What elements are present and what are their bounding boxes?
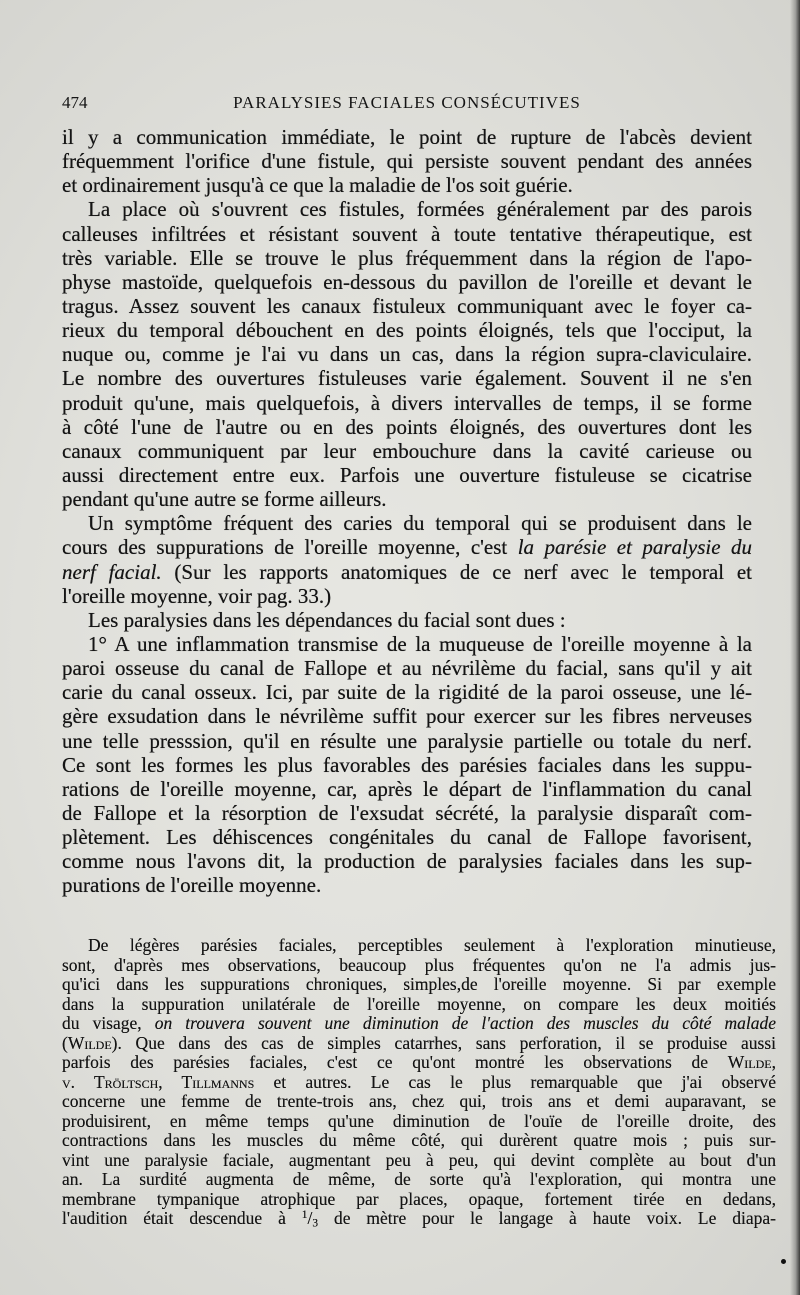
footnote-line	[62, 1073, 776, 1093]
body-line: de Fallope et la résorption de l'exsudat sécrété, la paralysie disparaît com-	[62, 800, 752, 825]
footnote-text: de mètre pour le langage à haute voix. Le diapa-	[318, 1208, 776, 1228]
footnote-line: membrane tympanique atrophique par places, opaque, fortement tirée en dedans,	[62, 1188, 776, 1209]
body-text: cours des suppurations de l'oreille moyenne, c'est	[62, 535, 518, 560]
body-line: La place où s'ouvrent ces fistules, formées généralement par des parois	[88, 197, 752, 222]
footnote-text: et autres. Le cas le plus remarquable que j'ai observé	[254, 1071, 776, 1092]
body-text: (Sur les rapports anatomiques de ce nerf avec le temporal et	[161, 559, 752, 584]
body-line: purations de l'oreille moyenne.	[62, 873, 322, 898]
body-line: carie du canal osseux. Ici, par suite de la rigidité de la paroi osseuse, une lé-	[62, 680, 752, 705]
footnote-line	[62, 1034, 776, 1054]
body-line: très variable. Elle se trouve le plus fréquemment dans la région de l'apo-	[62, 245, 752, 270]
body-line	[62, 560, 752, 584]
author-names: v. Tröltsch, Tillmanns	[62, 1071, 255, 1092]
body-line: Un symptôme fréquent des caries du temporal qui se produisent dans le	[88, 511, 752, 536]
body-line: paroi osseuse du canal de Fallope et au névrilème du facial, sans qu'il y ait	[62, 656, 752, 681]
body-line: produit qu'une, mais quelquefois, à divers intervalles de temps, il se forme	[62, 390, 752, 415]
footnote-line: produisirent, en même temps qu'une diminution de l'ouïe de l'oreille droite, des	[62, 1110, 776, 1131]
footnote-line	[62, 1209, 776, 1229]
body-line: Le nombre des ouvertures fistuleuses varie également. Souvent il ne s'en	[62, 366, 752, 391]
body-line: comme nous l'avons dit, la production de paralysies faciales dans les sup-	[62, 849, 752, 874]
fraction-slash: /	[307, 1208, 313, 1228]
footnote-line: De légères parésies faciales, perceptibles seulement à l'exploration minutieuse,	[88, 935, 776, 955]
footnote-line: qu'ici dans les suppurations chroniques, simples,de l'oreille moyenne. Si par exemple	[62, 974, 776, 994]
body-line: une telle presssion, qu'il en résulte une paralysie partielle ou totale du nerf.	[62, 728, 752, 753]
footnote-line: an. La surdité augmenta de même, de sorte qu'à l'exploration, qui montra une	[62, 1169, 776, 1189]
footnote-line: concerne une femme de trente-trois ans, chez qui, trois ans et demi auparavant, se	[62, 1091, 776, 1111]
footnote-line	[62, 1053, 776, 1073]
author-name: Wilde	[67, 1032, 112, 1053]
fraction-numerator: 1	[301, 1208, 308, 1221]
footnote-text: (	[62, 1032, 68, 1053]
body-line: il y a communication immédiate, le point de rupture de l'abcès devient	[62, 125, 752, 149]
body-line: et ordinairement jusqu'à ce que la maladie de l'os soit guérie.	[62, 173, 573, 198]
footnote-line: sont, d'après mes observations, beaucoup plus fréquentes qu'on ne l'a admis jus-	[62, 954, 776, 975]
body-line: physe mastoïde, quelquefois en-dessous du pavillon de l'oreille et devant le	[62, 269, 752, 294]
body-line: aussi directement entre eux. Parfois une ouverture fistuleuse se cicatrise	[62, 462, 752, 487]
body-line	[62, 535, 752, 559]
fraction-denominator: 3	[312, 1217, 319, 1230]
author-name: Wilde	[727, 1052, 772, 1072]
footnote-line: dans la suppuration unilatérale de l'oreille moyenne, on compare les deux moitiés	[62, 993, 776, 1014]
footnote-text: ). Que dans des cas de simples catarrhes, sans perforation, il se produise aussi	[111, 1032, 776, 1053]
footnote-text: du visage,	[62, 1013, 155, 1033]
italic-phrase: on trouvera souvent une diminution de l'action des muscles du côté malade	[154, 1013, 776, 1033]
body-line: gère exsudation dans le névrilème suffit pour exercer sur les fibres nerveuses	[62, 704, 752, 729]
footnote	[62, 936, 776, 1229]
body-line: Les paralysies dans les dépendances du facial sont dues :	[88, 607, 566, 632]
page-edge-shadow	[790, 0, 800, 1295]
body-line: fréquemment l'orifice d'une fistule, qui persiste souvent pendant des années	[62, 149, 752, 174]
footnote-line: contractions dans les muscles du même côté, qui durèrent quatre mois ; puis sur-	[62, 1130, 776, 1150]
body-line: rieux du temporal débouchent en des points éloignés, tels que l'occiput, la	[62, 318, 752, 343]
footnote-line: vint une paralysie faciale, augmentant peu à peu, qui devint complète au bout d'un	[62, 1149, 776, 1170]
body-line: canaux communiquent par leur embouchure dans la cavité carieuse ou	[62, 438, 752, 463]
ink-speck	[781, 1259, 786, 1264]
body-line: plètement. Les déhiscences congénitales du canal de Fallope favorisent,	[62, 825, 752, 850]
footnote-text: parfois des parésies faciales, c'est ce qu'ont montré les observations de	[62, 1052, 728, 1072]
italic-term: nerf facial.	[62, 559, 162, 584]
footnote-line	[62, 1014, 776, 1034]
body-line: calleuses infiltrées et résistant souvent à toute tentative thérapeutique, est	[62, 221, 752, 246]
body-line: rations de l'oreille moyenne, car, après le départ de l'inflammation du canal	[62, 776, 752, 801]
body-line: 1° A une inflammation transmise de la muqueuse de l'oreille moyenne à la	[88, 631, 752, 656]
body-line: l'oreille moyenne, voir pag. 33.)	[62, 583, 332, 608]
footnote-text: l'audition était descendue à	[62, 1208, 302, 1228]
body-line: à côté l'une de l'autre ou en des points éloignés, des ouvertures dont les	[62, 414, 752, 439]
body-line: Ce sont les formes les plus favorables des parésies faciales dans les suppu-	[62, 752, 752, 777]
body-line: nuque ou, comme je l'ai vu dans un cas, dans la région supra-claviculaire.	[62, 342, 752, 367]
italic-term: la parésie et paralysie du	[517, 535, 752, 560]
body-line: pendant qu'une autre se forme ailleurs.	[62, 487, 387, 512]
main-text	[62, 125, 752, 898]
running-title: PARALYSIES FACIALES CONSÉCUTIVES	[233, 93, 581, 112]
footnote-text: ,	[771, 1052, 776, 1072]
page-number: 474	[62, 93, 88, 112]
body-line: tragus. Assez souvent les canaux fistuleux communiquant avec le foyer ca-	[62, 293, 752, 318]
